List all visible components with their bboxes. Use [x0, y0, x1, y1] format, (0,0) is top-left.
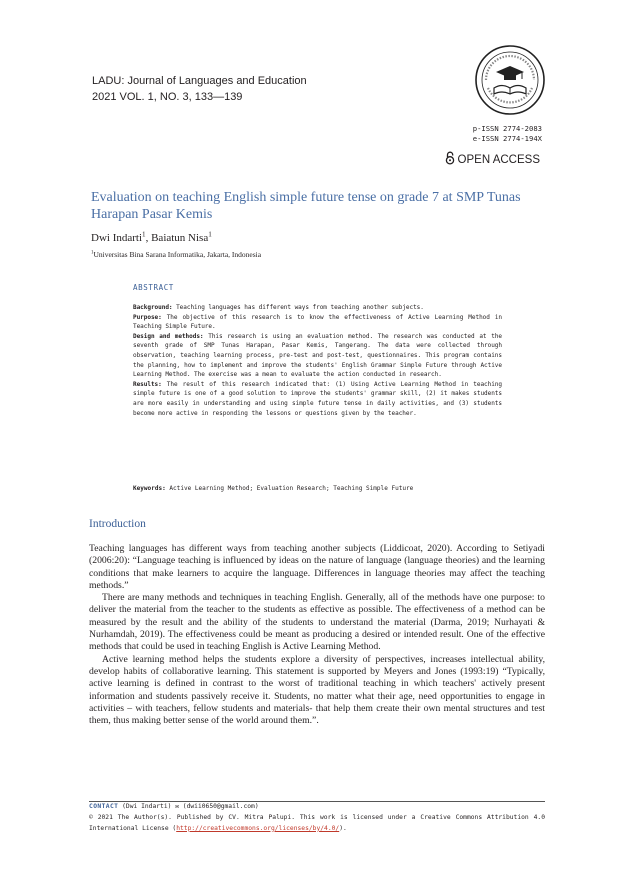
abstract-label: Background:: [133, 304, 173, 311]
open-access-lock-icon: [445, 151, 455, 168]
p-issn: p-ISSN 2774-2083: [472, 124, 542, 133]
abstract-design: Design and methods: This research is using an evaluation method. The research was conducted at the seventh grade of SMP Tunas Harapan, Pasar Kemis, Tangerang. The data were collected through observation, teaching learning process, pre-test and post-test, questionnaires. This program contains the planning, how to implement and improve the students' English Grammar Simple Future through Active Learning Method. The exercise was a mean to evaluate the action conducted in research.: [133, 332, 502, 379]
journal-volume: 2021 VOL. 1, NO. 3, 133—139: [92, 91, 243, 103]
contact-line: [89, 802, 545, 813]
journal-logo-icon: [474, 44, 546, 116]
abstract-purpose: Purpose: The objective of this research is to know the effectiveness of Active Learning Method in Teaching Simple Future.: [133, 313, 502, 331]
license-line: [89, 813, 545, 835]
paragraph: Teaching languages has different ways from teaching another subjects (Liddicoat, 2020). According to Setiyadi (2006:20): “Language teaching is influenced by ideas on the nature of language (language theories) and the learning conditions that make learners to acquire the language. Differences in language theories may affect the teaching methods.”: [89, 543, 545, 591]
section-heading: Introduction: [89, 518, 146, 530]
author-name: Dwi Indarti: [91, 232, 143, 244]
paragraph: Active learning method helps the students explore a diversity of perspectives, increases intellectual ability, develop habits of collaborative learning. This statement is supported by Meyers and Jones (1993:19) “Typically, active learning is defined in contrast to the worst of traditional teaching in which teachers' actively present information and students passively receive it. Students, no matter what their age, need opportunities to engage in activities – with teachers, fellow students and materials- that help them create their own mental structures and test them, thus making better sense of the world around them.”.: [89, 653, 545, 727]
affiliation: [91, 250, 261, 259]
open-access-badge[interactable]: [445, 151, 540, 168]
abstract-label: Results:: [133, 380, 162, 388]
paragraph: There are many methods and techniques in teaching English. Generally, all of the methods have one purpose: to deliver the material from the teacher to the students as effective as possible. The effectiveness of a method can be measured by the result and the ability of the students to understand the material (Darma, 2019; Nurhayati & Nurhamdah, 2019). The effectiveness could be meant as producing a desired or intended result. One of the effective methods that could be used in teaching English is Active Learning Method.: [89, 592, 545, 653]
affiliation-text: Universitas Bina Sarana Informatika, Jakarta, Indonesia: [93, 250, 262, 259]
license-link[interactable]: http://creativecommons.org/licenses/by/4.0/: [176, 824, 340, 832]
article-title: Evaluation on teaching English simple future tense on grade 7 at SMP Tunas Harapan Pasar Kemis: [91, 190, 521, 222]
keywords: [133, 484, 413, 493]
e-issn: e-ISSN 2774-194X: [472, 134, 542, 143]
author-name: Baiatun Nisa: [151, 232, 209, 244]
contact-label: CONTACT: [89, 803, 119, 810]
footer: [89, 802, 545, 834]
abstract-label: Purpose:: [133, 313, 162, 321]
abstract-results: Results: The result of this research indicated that: (1) Using Active Learning Method in teaching simple future is one of a good solution to improve the students' grammar skill, (2) it makes students are more easily in understanding and using simple future tense in daily activities, and (3) students become more active in responding the lessons or questions given by the teacher.: [133, 380, 502, 417]
abstract-background: Background: Teaching languages has different ways from teaching another subjects.: [133, 304, 424, 311]
keywords-label: Keywords:: [133, 485, 166, 492]
author-list: Dwi Indarti$^1$, Baiatun Nisa$^1$: [91, 230, 212, 244]
license-close: ).: [339, 824, 347, 832]
abstract-body: [133, 303, 502, 418]
contact-text[interactable]: (Dwi Indarti) ✉ (dwii0650@gmail.com): [118, 803, 259, 810]
author-affiliation-mark: 1: [142, 230, 146, 239]
journal-name: LADU: Journal of Languages and Education: [92, 75, 307, 87]
license-text: © 2021 The Author(s). Published by CV. Mitra Palupi. This work is licensed under a Creative Commons Attribution 4.0 International License (: [89, 813, 545, 832]
keywords-text: Active Learning Method; Evaluation Research; Teaching Simple Future: [165, 485, 414, 492]
abstract-label: Design and methods:: [133, 332, 204, 340]
introduction-body: [89, 543, 545, 727]
author-affiliation-mark: 1: [208, 230, 212, 239]
open-access-label: OPEN ACCESS: [457, 153, 540, 166]
abstract-heading: ABSTRACT: [133, 283, 174, 292]
affiliation-mark: 1: [91, 250, 94, 256]
